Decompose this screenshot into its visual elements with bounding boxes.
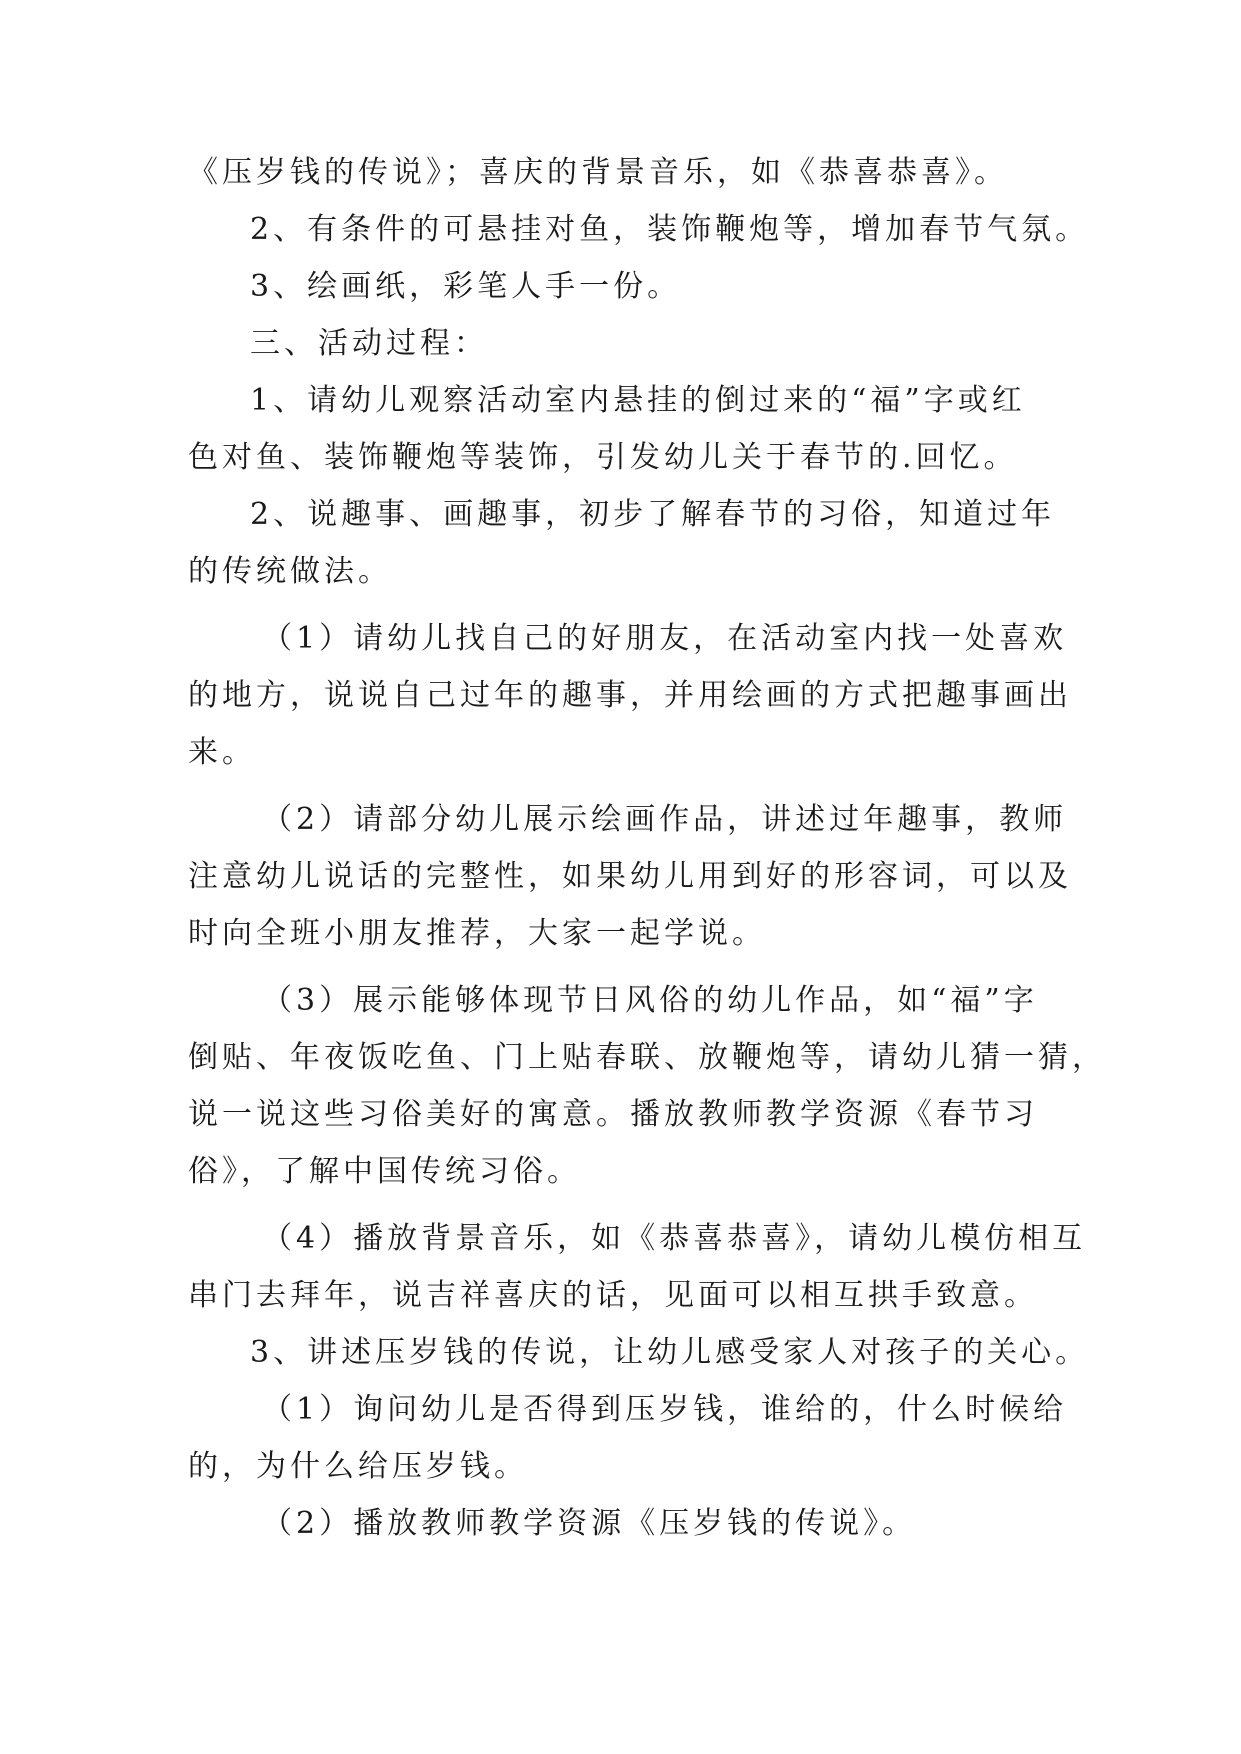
text-line: （2）播放教师教学资源《压岁钱的传说》。	[262, 1506, 917, 1541]
text-line: 注意幼儿说话的完整性，如果幼儿用到好的形容词，可以及	[188, 859, 1072, 894]
text-line: 串门去拜年，说吉祥喜庆的话，见面可以相互拱手致意。	[188, 1278, 1038, 1313]
text-line: 来。	[188, 735, 256, 770]
text-line: 2、说趣事、画趣事，初步了解春节的习俗，知道过年	[250, 497, 1056, 532]
text-line: （3）展示能够体现节日风俗的幼儿作品，如“福”字	[262, 983, 1038, 1018]
text-line: 时向全班小朋友推荐，大家一起学说。	[188, 916, 766, 951]
text-line: （4）播放背景音乐，如《恭喜恭喜》，请幼儿模仿相互	[262, 1221, 1087, 1256]
text-line: 色对鱼、装饰鞭炮等装饰，引发幼儿关于春节的.回忆。	[188, 440, 1018, 475]
text-line: （1）请幼儿找自己的好朋友，在活动室内找一处喜欢	[262, 621, 1068, 656]
text-line: （2）请部分幼儿展示绘画作品，讲述过年趣事，教师	[262, 802, 1068, 837]
text-line: 2、有条件的可悬挂对鱼，装饰鞭炮等，增加春节气氛。	[250, 212, 1090, 247]
text-line: 3、讲述压岁钱的传说，让幼儿感受家人对孩子的关心。	[250, 1335, 1090, 1370]
text-line: 3、绘画纸，彩笔人手一份。	[250, 269, 682, 304]
text-line: 的传统做法。	[188, 554, 392, 589]
text-line: 《压岁钱的传说》；喜庆的背景音乐，如《恭喜恭喜》。	[188, 155, 1008, 190]
text-line: 说一说这些习俗美好的寓意。播放教师教学资源《春节习	[188, 1097, 1038, 1132]
text-line: 的地方，说说自己过年的趣事，并用绘画的方式把趣事画出	[188, 678, 1072, 713]
text-line: 1、请幼儿观察活动室内悬挂的倒过来的“福”字或红	[250, 383, 1026, 418]
text-line: 俗》，了解中国传统习俗。	[188, 1154, 581, 1189]
text-line: 三、活动过程：	[250, 326, 488, 361]
text-line: 倒贴、年夜饭吃鱼、门上贴春联、放鞭炮等，请幼儿猜一猜，	[188, 1040, 1106, 1075]
text-line: 的，为什么给压岁钱。	[188, 1449, 528, 1484]
text-line: （1）询问幼儿是否得到压岁钱，谁给的，什么时候给	[262, 1392, 1068, 1427]
